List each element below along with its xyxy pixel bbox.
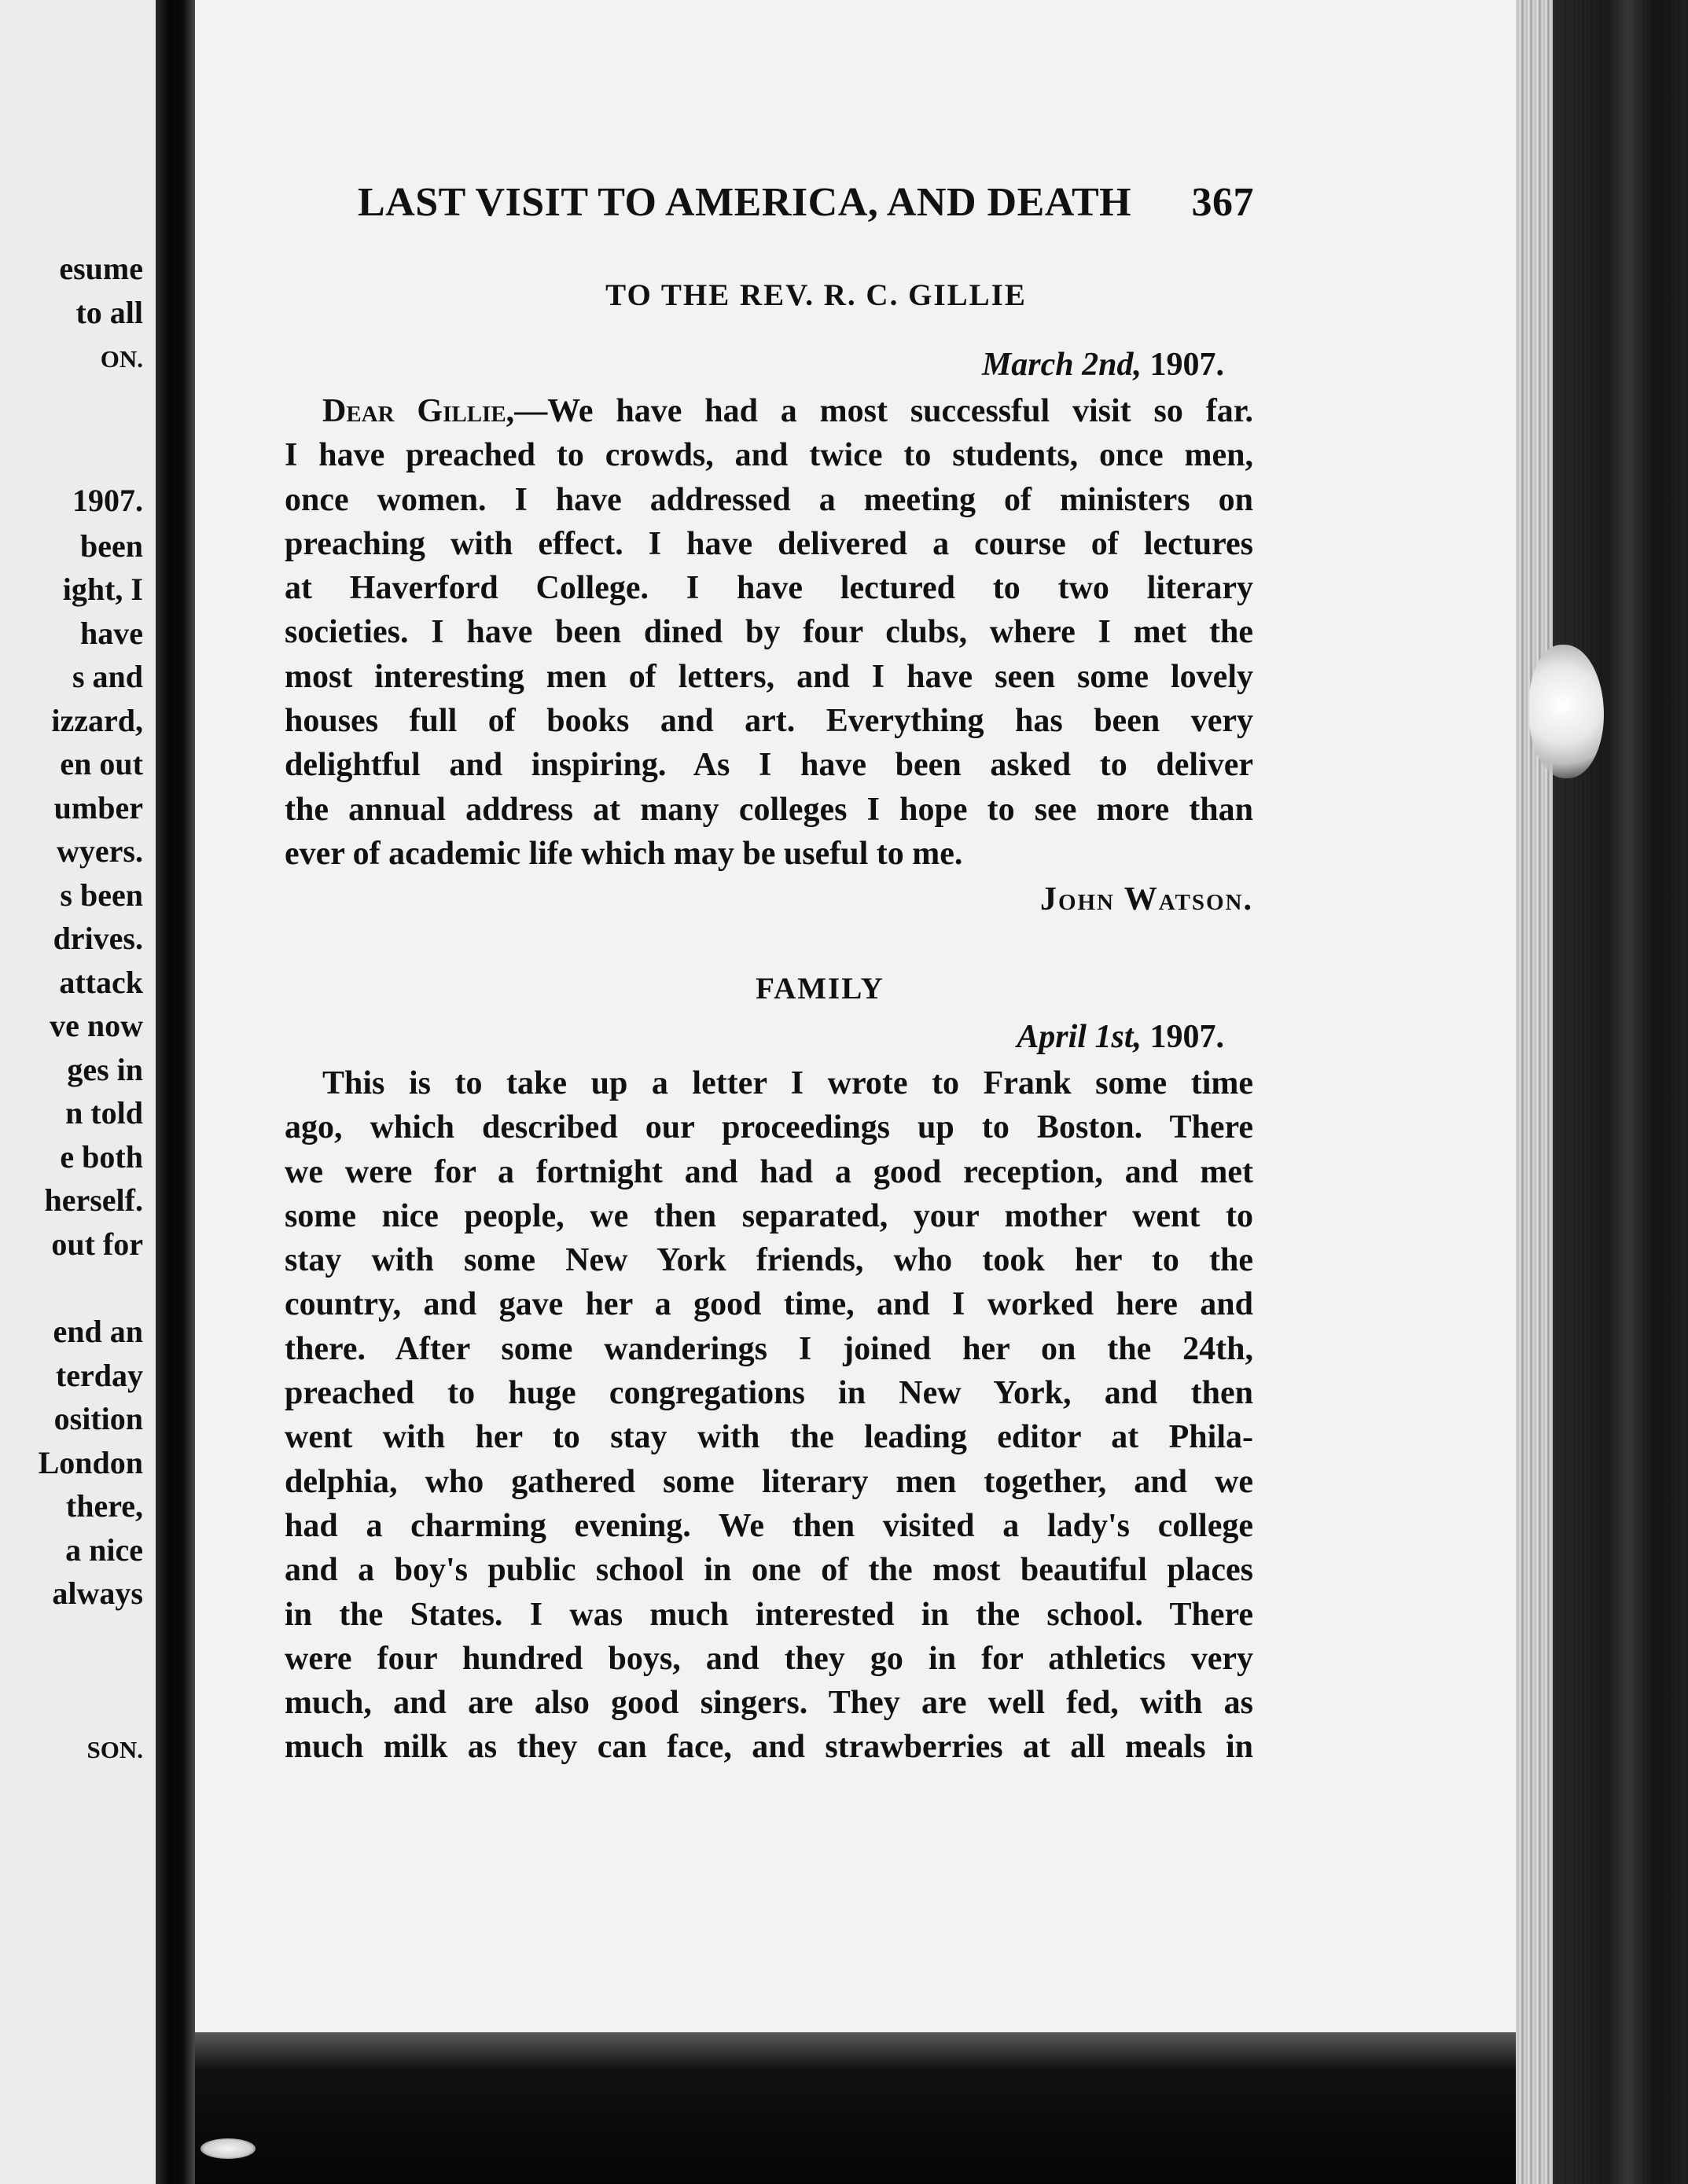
letter2-date-month: April 1st,	[1017, 1019, 1142, 1055]
left-page-text-fragment: been	[80, 528, 143, 564]
page-number: 367	[1191, 180, 1254, 225]
left-page-text-fragment: end an	[53, 1314, 143, 1349]
left-page-text-fragment: attack	[59, 965, 143, 1000]
letter2-line: much, and are also good singers. They are well fed, with as	[285, 1685, 1253, 1722]
letter2-line: we were for a fortnight and had a good reception, and met	[285, 1153, 1253, 1190]
running-title: LAST VISIT TO AMERICA, AND DEATH	[358, 180, 1132, 225]
letter2-line: there. After some wanderings I joined her on the 24th,	[285, 1330, 1253, 1367]
letter1-line: the annual address at many colleges I hope to see more than	[285, 791, 1253, 828]
letter2-line: went with her to stay with the leading editor at Phila-	[285, 1419, 1253, 1456]
letter2-line: preached to huge congregations in New York, and then	[285, 1375, 1253, 1412]
letter1-date-year: 1907.	[1149, 347, 1224, 383]
book-cover-edge	[1553, 0, 1688, 2184]
book-gutter	[156, 0, 195, 2184]
left-page-text-fragment: to all	[75, 295, 143, 330]
left-page-text-fragment: en out	[60, 746, 143, 781]
left-page-text-fragment: e both	[60, 1139, 143, 1175]
letter1-line: delightful and inspiring. As I have been asked to deliver	[285, 747, 1253, 784]
letter1-body	[285, 389, 1253, 876]
left-page-text-fragment: izzard,	[51, 703, 143, 738]
running-header	[358, 179, 1254, 226]
letter2-date	[1017, 1018, 1224, 1056]
letter1-line: most interesting men of letters, and I have seen some lovely	[285, 658, 1253, 695]
letter1-line: houses full of books and art. Everything has been very	[285, 703, 1253, 740]
letter2-line: in the States. I was much interested in the school. There	[285, 1596, 1253, 1633]
letter2-line: This is to take up a letter I wrote to Frank some time	[322, 1065, 1253, 1101]
left-page-text-fragment: always	[52, 1575, 143, 1611]
left-page-text-fragment: a nice	[65, 1532, 143, 1568]
left-page-text-fragment: ON.	[100, 345, 143, 373]
letter2-title: FAMILY	[756, 972, 884, 1006]
scan-smudge	[200, 2138, 256, 2159]
letter1-salutation: Dear Gillie,	[322, 393, 515, 429]
letter2-line: ago, which described our proceedings up to Boston. There	[285, 1109, 1253, 1146]
letter2-line: much milk as they can face, and strawberries at all meals in	[285, 1729, 1253, 1766]
left-page-text-fragment: 1907.	[72, 483, 143, 518]
left-page-text-fragment: esume	[59, 251, 143, 286]
letter1-first-line	[285, 389, 1253, 433]
left-page-text-fragment: herself.	[44, 1182, 143, 1218]
left-page-text-fragment: umber	[53, 790, 143, 825]
left-page-text-fragment: s been	[60, 877, 143, 913]
left-page-text-fragment: ges in	[67, 1052, 143, 1087]
left-page-text-fragment: osition	[53, 1401, 143, 1436]
letter1-line: preaching with effect. I have delivered a course of lectures	[285, 525, 1253, 562]
letter1-line: at Haverford College. I have lectured to two literary	[285, 570, 1253, 607]
letter1-line: I have preached to crowds, and twice to students, once men,	[285, 437, 1253, 474]
letter2-line: were four hundred boys, and they go in for athletics very	[285, 1640, 1253, 1677]
letter2-line: stay with some New York friends, who took her to the	[285, 1242, 1253, 1279]
letter2-line: some nice people, we then separated, your mother went to	[285, 1197, 1253, 1234]
left-page-text-fragment: wyers.	[57, 833, 143, 869]
letter2-body	[285, 1061, 1253, 1770]
letter1-title: TO THE REV. R. C. GILLIE	[605, 278, 1027, 312]
left-page-text-fragment: out for	[51, 1226, 143, 1262]
left-page-text-fragment: ve now	[50, 1008, 143, 1043]
letter2-line: had a charming evening. We then visited a lady's college	[285, 1507, 1253, 1544]
letter2-line: delphia, who gathered some literary men together, and we	[285, 1463, 1253, 1500]
letter2-date-year: 1907.	[1149, 1019, 1224, 1055]
left-page-text-fragment: have	[80, 616, 143, 651]
left-page-text-fragment: London	[38, 1445, 143, 1480]
letter1-line: societies. I have been dined by four clubs, where I met the	[285, 614, 1253, 651]
letter2-line: and a boy's public school in one of the most beautiful places	[285, 1552, 1253, 1589]
letter1-line: once women. I have addressed a meeting of ministers on	[285, 481, 1253, 518]
left-page-text-fragment: there,	[65, 1488, 143, 1524]
left-page-text-fragment: s and	[72, 659, 143, 694]
left-page-text-fragment: SON.	[86, 1736, 143, 1763]
left-page-text-fragment: terday	[55, 1358, 143, 1393]
letter1-line: ever of academic life which may be useful to me.	[285, 835, 963, 872]
letter1-line: —We have had a most successful visit so far.	[514, 393, 1253, 429]
left-page-text-fragment: ight, I	[62, 572, 143, 607]
letter2-line: country, and gave her a good time, and I worked here and	[285, 1286, 1253, 1323]
page-bottom-shadow	[195, 2032, 1516, 2184]
left-page-text-fragment: n told	[65, 1095, 143, 1131]
letter1-signature: John Watson.	[1039, 881, 1253, 917]
left-page-text-fragment: drives.	[53, 921, 143, 956]
letter1-date	[982, 346, 1224, 384]
letter1-date-month: March 2nd,	[981, 347, 1142, 383]
left-page-fragment	[0, 0, 157, 2184]
